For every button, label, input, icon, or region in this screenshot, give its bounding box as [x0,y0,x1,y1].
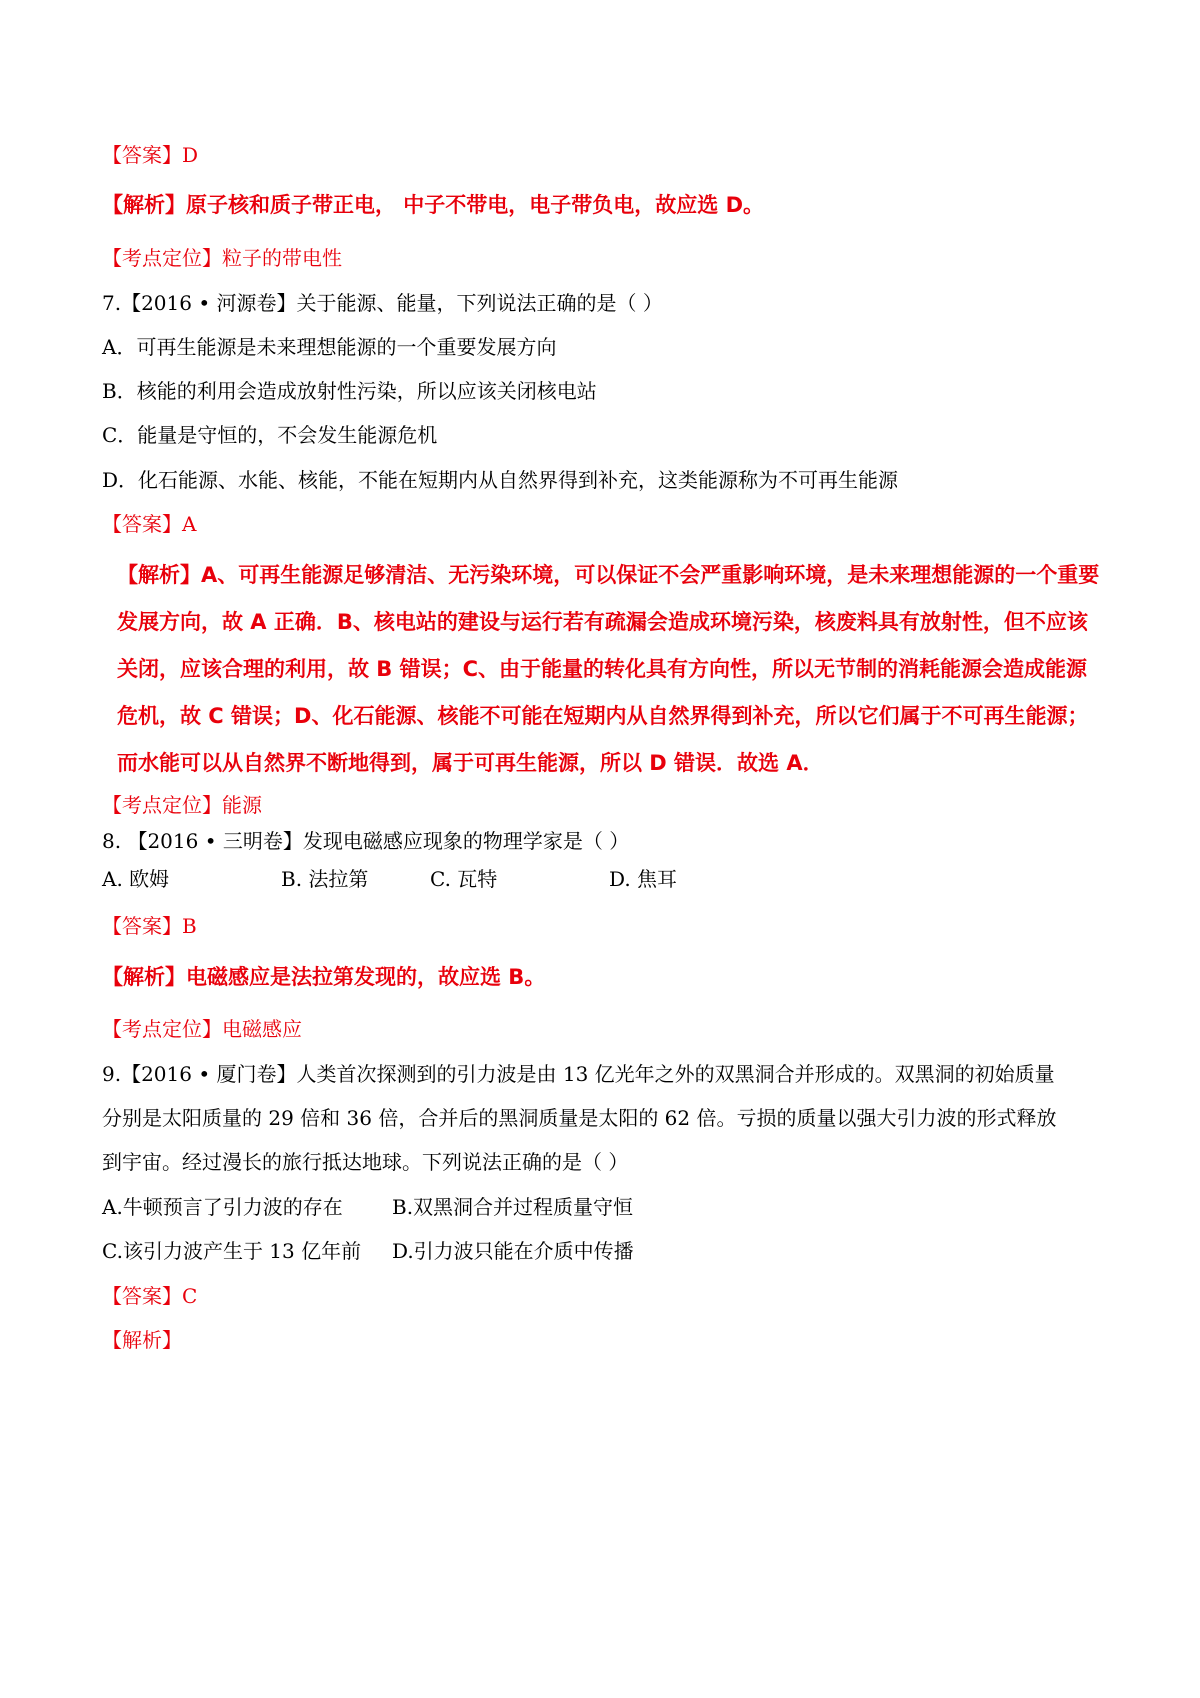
q8-stem: 8. 【2016 • 三明卷】发现电磁感应现象的物理学家是（ ） [102,829,630,853]
q6-point: 【考点定位】粒子的带电性 [102,246,342,270]
q6-analysis: 【解析】原子核和质子带正电， 中子不带电，电子带负电，故应选 D。 [102,193,765,217]
q9-stem-line-3: 到宇宙。经过漫长的旅行抵达地球。下列说法正确的是（ ） [102,1150,629,1174]
q9-option-c: C.该引力波产生于 13 亿年前 [102,1239,362,1263]
q9-stem-line-2: 分别是太阳质量的 29 倍和 36 倍，合并后的黑洞质量是太阳的 62 倍。亏损的质量以强大引力波的形式释放 [102,1106,1057,1130]
q9-stem-line-1: 9.【2016 • 厦门卷】人类首次探测到的引力波是由 13 亿光年之外的双黑洞合并形成的。双黑洞的初始质量 [102,1062,1055,1086]
q7-option-a: A．可再生能源是未来理想能源的一个重要发展方向 [102,335,557,359]
q7-option-b: B．核能的利用会造成放射性污染，所以应该关闭核电站 [102,379,597,403]
q7-analysis: 【解析】A、可再生能源足够清洁、无污染环境，可以保证不会严重影响环境，是未来理想能源的一个重要发展方向，故 A 正确．B、核电站的建设与运行若有疏漏会造成环境污染，核废料具有放射性，但不应该关闭，应该合理的利用，故 B 错误；C、由于能量的转化具有方向性，所以无节制的消耗能源会造成能源危机，故 C 错误；D、化石能源、核能不可能在短期内从自然界得到补充，所以它们属于不可再生能源；而水能可以从自然界不断地得到，属于可再生能源，所以 D 错误．故选 A． [117,563,1100,775]
q8-option-d: D. 焦耳 [609,867,678,891]
q6-answer: 【答案】D [102,143,199,167]
q8-analysis: 【解析】电磁感应是法拉第发现的，故应选 B。 [102,965,546,989]
q9-analysis: 【解析】 [102,1328,182,1352]
q8-point: 【考点定位】电磁感应 [102,1017,302,1041]
q7-option-d: D．化石能源、水能、核能，不能在短期内从自然界得到补充，这类能源称为不可再生能源 [102,468,899,492]
q8-answer: 【答案】B [102,914,197,938]
q9-option-a: A.牛顿预言了引力波的存在 [102,1195,343,1219]
q9-option-b: B.双黑洞合并过程质量守恒 [392,1195,634,1219]
q7-point: 【考点定位】能源 [102,793,262,817]
q9-option-d: D.引力波只能在介质中传播 [392,1239,634,1263]
q7-option-c: C．能量是守恒的，不会发生能源危机 [102,423,438,447]
q9-answer: 【答案】C [102,1284,198,1308]
q7-answer: 【答案】A [102,512,197,536]
q8-option-a: A. 欧姆 [102,867,170,891]
q8-option-c: C. 瓦特 [430,867,498,891]
q7-stem: 7.【2016 • 河源卷】关于能源、能量，下列说法正确的是（ ） [102,291,663,315]
q8-option-b: B. 法拉第 [281,867,369,891]
